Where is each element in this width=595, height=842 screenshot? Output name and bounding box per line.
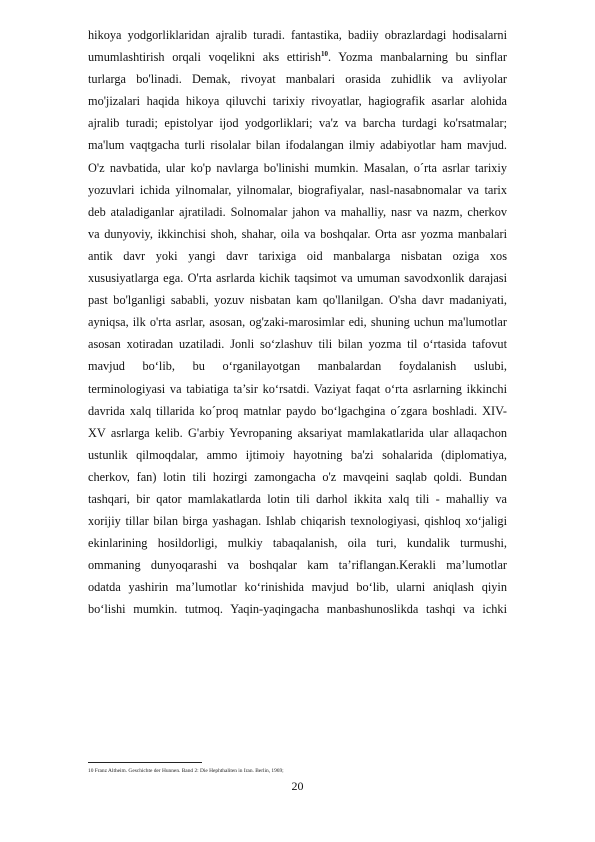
text-line: mavjud bo‘lib, bu o‘rganilayotgan manbalardan foydalanish uslubi, [88, 359, 507, 374]
text-line: terminologiyasi va tabiatiga ta’sir ko‘rsatdi. Vaziyat faqat o‘rta asrlarning ikkinchi [88, 381, 507, 396]
text-line: va dunyoviy, ikkinchisi shoh, shahar, oila va boshqalar. Orta asr yozma manbalari [88, 226, 507, 241]
footnote: 10 Franz Altheim. Geschichte der Hunnen. Band 2: Die Hephthaliten in Iran. Berlin, 1969; [88, 768, 284, 774]
text-line: ommaning dunyoqarashi va boshqalar kam ta’riflangan.Kerakli ma’lumotlar [88, 558, 507, 573]
body-text [88, 24, 507, 621]
text-line: xususiyatlarga ega. O'rta asrlarda kichik taqsimot va umuman savodxonlik darajasi [88, 271, 507, 286]
text-line: O'z navbatida, ular ko'p navlarga bo'linishi mumkin. Masalan, o´rta asrlar tarixiy [88, 160, 507, 175]
text-line: odatda yashirin ma’lumotlar ko‘rinishida mavjud bo‘lib, ularni aniqlash qiyin [88, 580, 507, 595]
text-span: umumlashtirish orqali voqelikni aks ettirish [88, 50, 321, 65]
text-line: asosan xotiradan uzatiladi. Jonli so‘zlashuv tili bilan yozma til o‘rtasida tafovut [88, 337, 507, 352]
text-line: ma'lum vaqtgacha turli risolalar bilan ifodalangan ilmiy adabiyotlar ham mavjud. [88, 138, 507, 153]
page-number: 20 [291, 779, 304, 793]
text-line: ustunlik qilmoqdalar, ammo ijtimoiy hayotning ba'zi sohalarida (diplomatiya, [88, 447, 507, 462]
text-line: cherkov, fan) lotin tili hozirgi zamongacha o'z mavqeini saqlab qoldi. Bundan [88, 469, 507, 484]
text-line: past bo'lganligi sababli, yozuv nisbatan kam qo'llanilgan. O'sha davr madaniyati, [88, 293, 507, 308]
text-line: ajralib turadi; epistolyar ijod yodgorliklari; va'z va barcha turdagi ko'rsatmalar; [88, 116, 507, 131]
text-line-with-footnote [88, 46, 507, 68]
text-line: bo‘lishi mumkin. tutmoq. Yaqin-yaqingacha manbashunoslikda tashqi va ichki [88, 602, 507, 617]
text-line: deb ataladiganlar ajratiladi. Solnomalar jahon va mahalliy, nasr va nazm, cherkov [88, 204, 507, 219]
footnote-divider [88, 762, 202, 763]
text-line: davrida xalq tillarida ko´proq matnlar paydo bo‘lgachgina o´zgara boshladi. XIV- [88, 403, 507, 418]
text-line: turlarga bo'linadi. Demak, rivoyat manbalari orasida zuhidlik va avliyolar [88, 72, 507, 87]
text-line: xorijiy tillar bilan birga yashagan. Ishlab chiqarish texnologiyasi, qishloq xo‘jaligi [88, 514, 507, 529]
text-line: ayniqsa, ilk o'rta asrlar, asosan, og'zaki-marosimlar edi, shuning uchun ma'lumotlar [88, 315, 507, 330]
text-line: antik davr yoki yangi davr tarixiga oid manbalarga nisbatan oziga xos [88, 248, 507, 263]
text-line: tashqari, bir qator mamlakatlarda lotin tili darhol ikkita xalq tili - mahalliy va [88, 491, 507, 506]
text-span: . Yozma manbalarning bu sinflar [327, 50, 507, 65]
text-line: XV asrlarga kelib. G'arbiy Yevropaning aksariyat mamlakatlarida ular allaqachon [88, 425, 507, 440]
text-line: mo'jizalari haqida hikoya qiluvchi tarixiy rivoyatlar, hagiografik asarlar alohida [88, 94, 507, 109]
text-line: yozuvlari ichida yilnomalar, yilnomalar, biografiyalar, nasl-nasabnomalar va tarix [88, 182, 507, 197]
footnote-reference[interactable]: 10 [320, 50, 328, 58]
text-line: ekinlarining hosildorligi, mulkiy tabaqalanish, oila turi, kundalik turmushi, [88, 536, 507, 551]
text-line: hikoya yodgorliklaridan ajralib turadi. fantastika, badiiy obrazlardagi hodisalarni [88, 28, 507, 42]
